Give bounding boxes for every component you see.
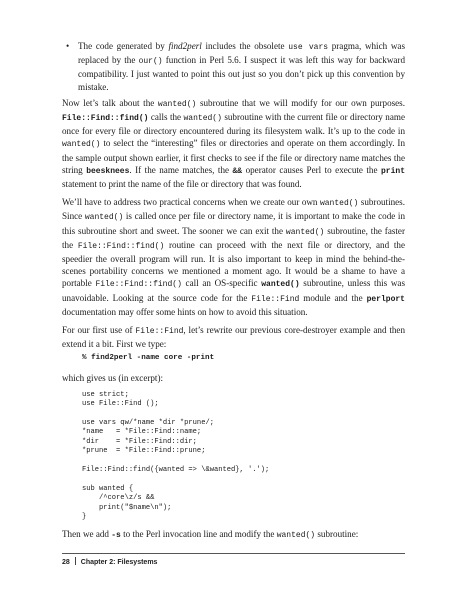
command-line: % find2perl -name core -print (82, 354, 215, 363)
code-file-find-find: File::Find::find() (95, 280, 182, 290)
code-print: print (380, 166, 405, 176)
find2perl-term: find2perl (168, 41, 202, 51)
code-wanted: wanted() (62, 140, 101, 150)
paragraph-wanted-intro (62, 97, 405, 190)
paragraph-then-add (62, 528, 405, 542)
text: documentation may offer some hints on how to avoid this situation. (62, 306, 308, 317)
text: function in Perl 5.6. I suspect it was left this way for backward compatibility. I just wanted to point this out just so you don’t pick up this convention by mistake. (78, 55, 405, 92)
code-wanted: wanted() (157, 99, 197, 109)
paragraph-first-use (62, 324, 405, 350)
text: to the Perl invocation line and modify the (120, 529, 277, 540)
text: is called once per file or directory name, it is important to make the code in this subroutine short and sweet. The sooner we can exit the (62, 211, 405, 236)
code-block: use strict; use File::Find (); use vars qw/*name *dir *prune/; *name = *File::Find::name; *dir = *File::Find::dir; *prune = *File::Find::prune; File::Find::find({wanted => \&wanted}, '.'); sub wanted { /^core\z/s && print("$name\n"); } (82, 390, 270, 521)
code-wanted: wanted() (285, 227, 325, 237)
code-wanted: wanted() (276, 531, 316, 541)
page-body (62, 40, 405, 543)
text: module and the (299, 292, 367, 303)
text: subroutine that we will modify for our own purposes. (196, 97, 405, 108)
code-wanted: wanted() (84, 213, 124, 223)
code-wanted: wanted() (183, 114, 222, 124)
text: pragma, which was replaced by the (78, 41, 405, 66)
code-beesknees: beesknees (86, 166, 130, 176)
code-and-operator: && (232, 166, 243, 176)
text: subroutine, unless this was unavoidable. Looking at the source code for the (62, 278, 405, 303)
page-footer (62, 557, 157, 566)
text: . If the name matches, the (129, 164, 233, 175)
text: routine can proceed with the next file or directory, and the speedier the overall program will run. It is also important to keep in mind the behind-the-scenes portability concerns we mentioned a moment ago. It would be a shame to have a portable (62, 239, 405, 289)
text: call an OS-specific (181, 278, 262, 289)
code-our: our() (138, 57, 163, 67)
text: subroutine with the current file or directory name once for every file or directory encountered during its filesystem walk. It’s up to the code in (62, 112, 405, 137)
paragraph-excerpt-intro: which gives us (in excerpt): (62, 373, 164, 384)
text: We’ll have to address two practical concerns when we create our own (62, 197, 320, 208)
footer-separator (75, 557, 76, 565)
text: subroutine: (315, 529, 359, 540)
paragraph-practical-concerns (62, 196, 405, 318)
text: Then we add (62, 529, 112, 540)
page-number: 28 (62, 559, 70, 566)
text: operator causes Perl to execute the (242, 164, 381, 175)
text: includes the obsolete (201, 41, 289, 51)
bullet-note (62, 40, 405, 93)
code-file-find-module: File::Find (135, 327, 184, 337)
bullet-symbol: • (66, 41, 70, 51)
text: to select the “interesting” files or directories and operate on them accordingly. In the sample output shown earlier, it first checks to see if the file or directory name matches the string (62, 138, 405, 175)
code-wanted: wanted() (261, 280, 300, 290)
code-file-find-find: File::Find::find() (77, 241, 165, 251)
code-use-vars: use vars (288, 43, 329, 52)
code-file-find-module: File::Find (251, 294, 300, 304)
text: For our first use of (62, 325, 136, 336)
text: calls the (148, 112, 184, 123)
text: The code generated by (78, 41, 169, 51)
text: subroutines. Since (62, 197, 405, 222)
text: statement to print the name of the file or directory that was found. (62, 179, 302, 190)
footer-rule (62, 553, 405, 554)
chapter-title: Chapter 2: Filesystems (80, 559, 158, 566)
text: Now let’s talk about the (62, 97, 158, 108)
code-file-find-find: File::Find::find() (62, 114, 149, 124)
code-wanted: wanted() (319, 199, 359, 209)
code-flag-s: -s (111, 531, 121, 541)
text: , let’s rewrite our previous core-destroyer example and then extend it a bit. First we type: (62, 325, 406, 350)
text: subroutine, the faster the (62, 225, 405, 250)
code-perlport: perlport (366, 294, 405, 304)
